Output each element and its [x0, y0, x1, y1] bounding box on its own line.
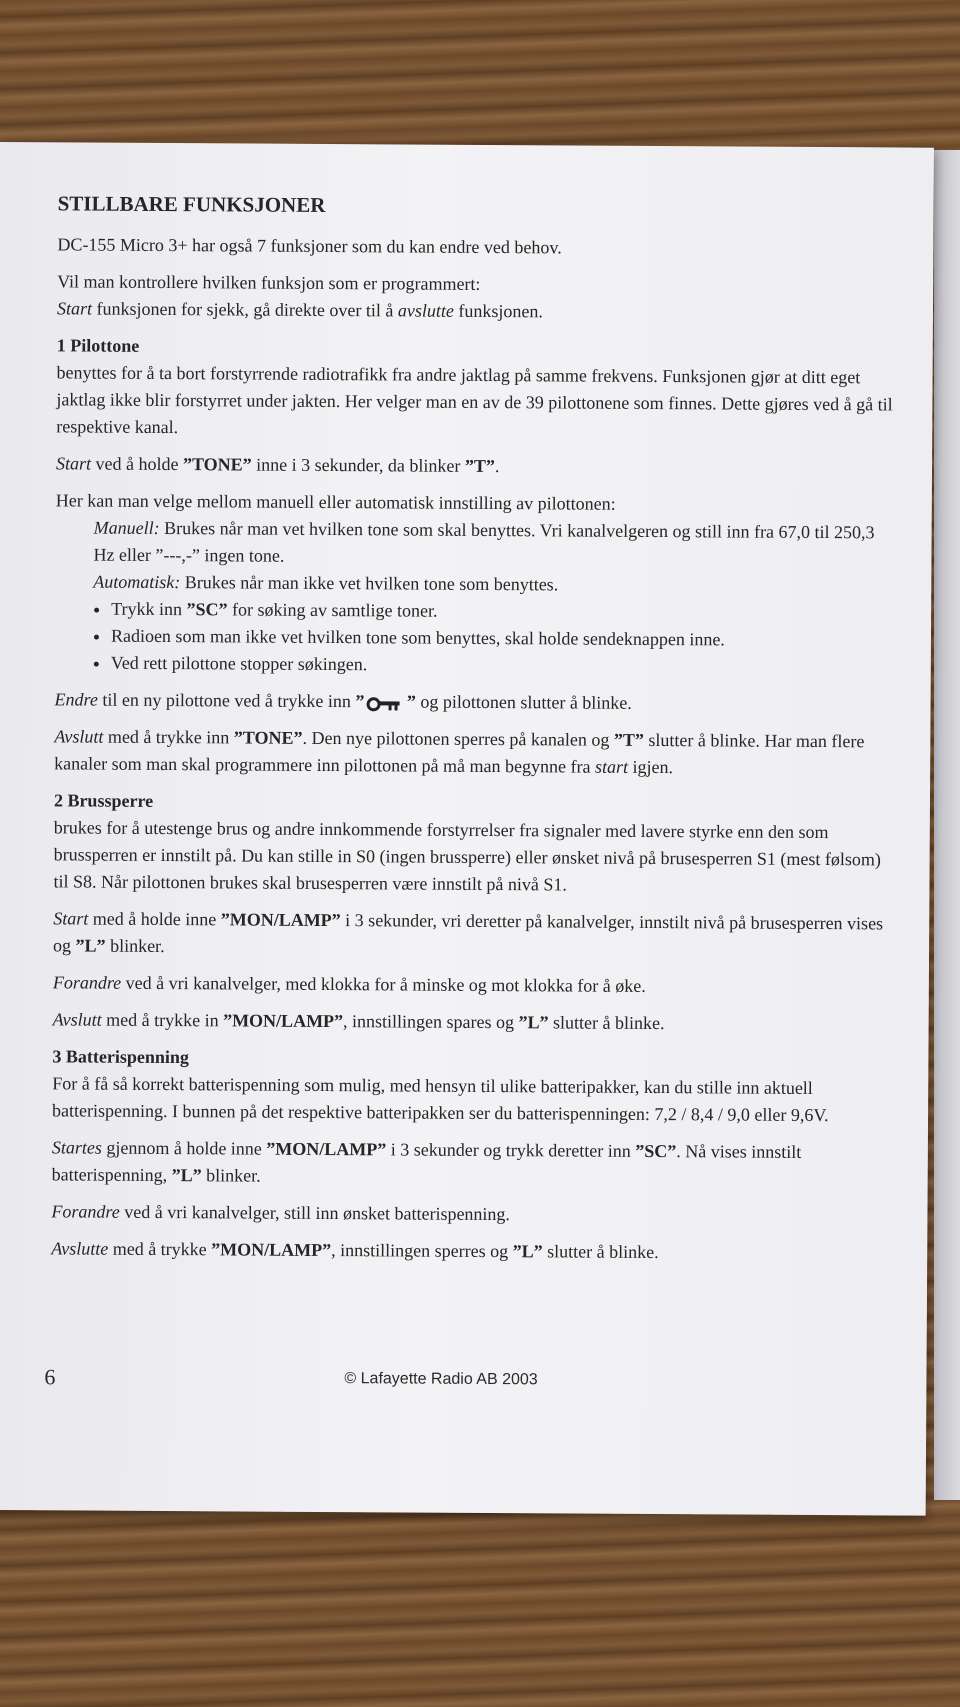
- manuell-option: [55, 514, 895, 573]
- brussperre-avslutt: [53, 1006, 893, 1038]
- startes-word: Startes: [51, 1137, 102, 1158]
- quote: ”: [355, 691, 365, 712]
- tone-key-label: ”TONE”: [233, 727, 303, 748]
- text: igjen.: [627, 756, 674, 778]
- monlamp-key-label: ”MON/LAMP”: [266, 1138, 387, 1160]
- page-footer: [44, 1364, 884, 1399]
- copyright-notice: © Lafayette Radio AB 2003: [344, 1370, 538, 1389]
- check-line1: Vil man kontrollere hvilken funksjon som er programmert:: [57, 271, 481, 294]
- tone-key-label: ”TONE”: [182, 454, 252, 475]
- manuell-text: Brukes når man vet hvilken tone som skal benyttes. Vri kanalvelgeren og still inn fra 67,0 til 250,3 Hz eller ”---,-” ingen tone.: [93, 517, 875, 566]
- pilottone-avslutt: [54, 723, 894, 782]
- check-text-a: funksjonen for sjekk, gå direkte over til å: [91, 298, 398, 321]
- monlamp-key-label: ”MON/LAMP”: [211, 1239, 332, 1261]
- l-indicator: ”L”: [518, 1012, 549, 1033]
- text: ved å vri kanalvelger, still inn ønsket batterispenning.: [119, 1201, 511, 1225]
- batterispenning-avslutte: [51, 1235, 891, 1267]
- text: gjennom å holde inne: [101, 1137, 267, 1159]
- text: i 3 sekunder og trykk deretter inn: [386, 1139, 636, 1161]
- batterispenning-startes: [52, 1134, 892, 1193]
- sc-key-label: ”SC”: [186, 599, 228, 620]
- section-heading-pilottone: 1 Pilottone: [56, 335, 140, 356]
- text: blinker.: [105, 935, 165, 957]
- avslutt-word: Avslutt: [54, 726, 104, 747]
- pilottone-endre: [55, 686, 895, 718]
- avslutte-word: Avslutte: [51, 1238, 109, 1259]
- pilottone-description: benyttes for å ta bort forstyrrende radiotrafikk fra andre jaktlag på samme frekvens. Funksjonen gjør at ditt eget jaktlag ikke blir forstyrret under jakten. Her velger man en av de 39 pilottonene som finnes. Dette gjøres ved å gå til respektive kanal.: [56, 362, 893, 438]
- brussperre-forandre: [53, 969, 893, 1001]
- l-indicator: ”L”: [171, 1165, 202, 1186]
- text: , innstillingen sperres og: [331, 1240, 513, 1262]
- automatisk-steps: [55, 595, 895, 681]
- text: . Den nye pilottonen sperres på kanalen og: [302, 727, 614, 750]
- brussperre-description: brukes for å utestenge brus og andre innkommende forstyrrelser fra signaler med lavere styrke enn den som brussperren er innstilt på. Du kan stille in S0 (ingen brussperre) eller ønsket nivå på brusesperren S1 (mest følsom) til S8. Når pilottonen brukes skal brusesperren være innstilt på nivå S1.: [53, 817, 882, 895]
- manual-page: [0, 142, 934, 1516]
- text: inne i 3 sekunder, da blinker: [251, 454, 465, 476]
- text: med å trykke in: [101, 1009, 224, 1031]
- pilottone-choose: Her kan man velge mellom manuell eller automatisk innstilling av pilottonen:: [55, 490, 616, 514]
- check-text-b: funksjonen.: [453, 300, 543, 322]
- adjacent-page-edge: [934, 150, 960, 1500]
- text: .: [494, 456, 500, 477]
- key-icon: [366, 696, 400, 710]
- text: i 3 sekunder, vri deretter på kanalvelger, innstilt nivå på brusesperren vises og: [53, 910, 884, 956]
- brussperre-start: [53, 905, 893, 964]
- l-indicator: ”L”: [75, 935, 106, 956]
- text: blinker.: [201, 1165, 261, 1186]
- monlamp-key-label: ”MON/LAMP”: [220, 909, 341, 931]
- pilottone-start: [56, 450, 896, 482]
- page-number: 6: [44, 1364, 56, 1390]
- page-title: STILLBARE FUNKSJONER: [57, 191, 326, 217]
- quote: ”: [402, 691, 416, 712]
- sc-key-label: ”SC”: [635, 1140, 677, 1162]
- text: og pilottonen slutter å blinke.: [415, 691, 632, 713]
- start-word: Start: [53, 908, 89, 929]
- avslutte-word: avslutte: [397, 300, 454, 321]
- text: slutter å blinke.: [548, 1012, 665, 1034]
- automatisk-label: Automatisk:: [93, 571, 181, 593]
- text: med å holde inne: [88, 908, 221, 930]
- check-paragraph: [57, 268, 897, 327]
- automatisk-text: Brukes når man ikke vet hvilken tone som benyttes.: [180, 572, 559, 595]
- start-word: Start: [56, 298, 93, 319]
- list-item: • Ved rett pilottone stopper søkingen.: [111, 650, 895, 682]
- manuell-label: Manuell:: [93, 517, 160, 538]
- forandre-word: Forandre: [52, 972, 122, 993]
- t-indicator: ”T”: [613, 729, 644, 750]
- intro-text: DC-155 Micro 3+ har også 7 funksjoner som du kan endre ved behov.: [57, 234, 562, 258]
- text: med å trykke inn: [103, 726, 234, 748]
- text: . Nå vises innstilt batterispenning,: [51, 1141, 802, 1186]
- section-heading-batterispenning: 3 Batterispenning: [52, 1046, 189, 1068]
- start-word: Start: [55, 453, 92, 474]
- text: , innstillingen spares og: [343, 1011, 519, 1033]
- batterispenning-description: For å få så korrekt batterispenning som mulig, med hensyn til ulike batteripakker, kan du stille inn aktuell batterispenning. I bunnen på det respektive batteripakken ser du batterispenningen: 7,2 / 8,4 / 9,0 eller 9,6V.: [52, 1073, 829, 1126]
- page-content: [51, 190, 898, 1277]
- text: ved å vri kanalvelger, med klokka for å minske og mot klokka for å øke.: [121, 972, 646, 996]
- text: med å trykke: [108, 1238, 212, 1260]
- t-indicator: ”T”: [464, 455, 496, 477]
- text: til en ny pilottone ved å trykke inn: [97, 689, 356, 712]
- avslutt-word: Avslutt: [52, 1009, 102, 1030]
- l-indicator: ”L”: [512, 1241, 543, 1262]
- text: slutter å blinke.: [542, 1241, 659, 1263]
- batterispenning-forandre: [51, 1198, 891, 1230]
- section-heading-brussperre: 2 Brussperre: [53, 790, 154, 811]
- list-item: • Radioen som man ikke vet hvilken tone som benyttes, skal holde sendeknappen inne.: [111, 623, 895, 655]
- text: ved å holde: [90, 453, 184, 475]
- text: for søking av samtlige toner.: [227, 599, 438, 621]
- text: slutter å blinke. Har man flere kanaler som man skal programmere inn pilottonen på må man begynne fra: [54, 729, 865, 777]
- text: Trykk inn: [111, 598, 187, 620]
- endre-word: Endre: [54, 689, 98, 710]
- forandre-word: Forandre: [51, 1201, 120, 1222]
- monlamp-key-label: ”MON/LAMP”: [223, 1010, 344, 1032]
- start-word: start: [594, 756, 629, 777]
